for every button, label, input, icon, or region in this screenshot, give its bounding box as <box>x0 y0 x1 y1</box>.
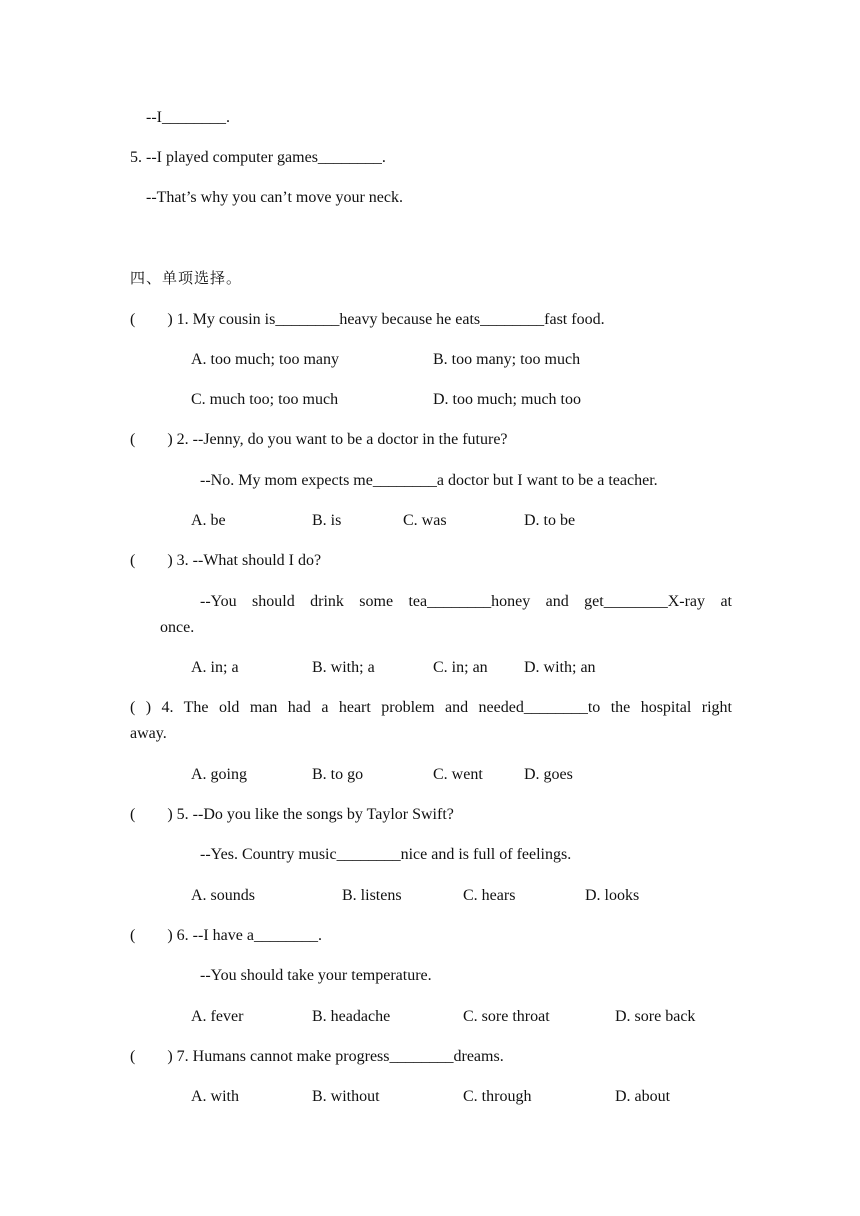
q6-option-c: C. sore throat <box>463 1008 550 1025</box>
q3-option-a: A. in; a <box>191 659 239 676</box>
q3-reply-continued: once. <box>160 619 195 636</box>
q1-option-d: D. too much; much too <box>433 391 581 408</box>
q7-option-a: A. with <box>191 1088 239 1105</box>
q7-option-d: D. about <box>615 1088 671 1105</box>
mc-question-5: ( ) 5. --Do you like the songs by Taylor Swift? <box>130 806 454 823</box>
q6-option-b: B. headache <box>312 1008 391 1025</box>
q2-option-d: D. to be <box>524 512 576 529</box>
q6-option-d: D. sore back <box>615 1008 696 1025</box>
q3-option-d: D. with; an <box>524 659 596 676</box>
q4-option-a: A. going <box>191 766 247 783</box>
q7-option-b: B. without <box>312 1088 380 1105</box>
q2-option-a: A. be <box>191 512 226 529</box>
q6-option-a: A. fever <box>191 1008 244 1025</box>
q3-option-c: C. in; an <box>433 659 488 676</box>
q5-option-b: B. listens <box>342 887 402 904</box>
mc-question-3: ( ) 3. --What should I do? <box>130 552 322 569</box>
q5-option-a: A. sounds <box>191 887 256 904</box>
q4-option-c: C. went <box>433 766 483 783</box>
q5-option-c: C. hears <box>463 887 516 904</box>
q4-option-d: D. goes <box>524 766 573 783</box>
section-heading: 四、单项选择。 <box>130 269 243 287</box>
mc-question-1: ( ) 1. My cousin is________heavy because he eats________fast food. <box>130 311 605 328</box>
answer-line: --I________. <box>146 109 230 126</box>
q5-option-d: D. looks <box>585 887 640 904</box>
q5-reply: --Yes. Country music________nice and is full of feelings. <box>200 846 572 863</box>
q2-option-c: C. was <box>403 512 447 529</box>
mc-question-6: ( ) 6. --I have a________. <box>130 927 322 944</box>
q2-option-b: B. is <box>312 512 342 529</box>
q6-reply: --You should take your temperature. <box>200 967 432 984</box>
q1-option-b: B. too many; too much <box>433 351 581 368</box>
q3-option-b: B. with; a <box>312 659 375 676</box>
question-5-fill: 5. --I played computer games________. <box>130 149 386 166</box>
mc-question-2: ( ) 2. --Jenny, do you want to be a doctor in the future? <box>130 431 508 448</box>
q4-option-b: B. to go <box>312 766 364 783</box>
mc-question-4: ( ) 4. The old man had a heart problem and needed________to the hospital right <box>130 699 732 716</box>
question-5-reply: --That’s why you can’t move your neck. <box>146 189 403 206</box>
mc-question-7: ( ) 7. Humans cannot make progress________dreams. <box>130 1048 504 1065</box>
q4-prompt-continued: away. <box>130 725 167 742</box>
q2-reply: --No. My mom expects me________a doctor but I want to be a teacher. <box>200 472 658 489</box>
q7-option-c: C. through <box>463 1088 532 1105</box>
q3-reply: --You should drink some tea________honey and get________X-ray at <box>200 593 732 610</box>
q1-option-c: C. much too; too much <box>191 391 339 408</box>
q1-option-a: A. too much; too many <box>191 351 339 368</box>
